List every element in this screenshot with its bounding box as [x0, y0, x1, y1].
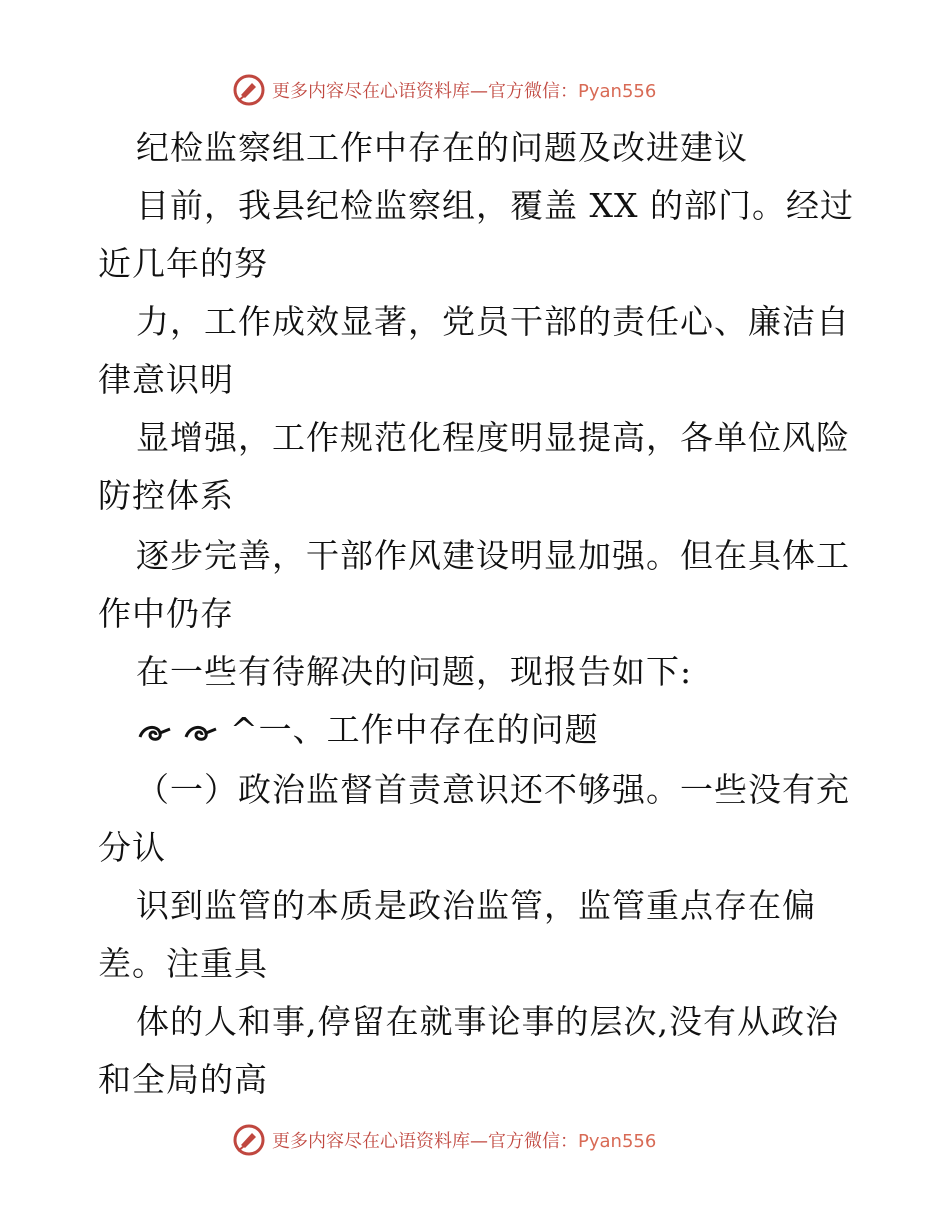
brand-logo-icon	[232, 1123, 266, 1157]
banner-text: 更多内容尽在心语资料库—官方微信：Pyan556	[272, 81, 657, 102]
banner-handle: Pyan556	[578, 1131, 657, 1152]
section-heading	[136, 710, 599, 750]
header-banner	[232, 72, 712, 108]
text-line: 力，工作成效显著，党员干部的责任心、廉洁自	[136, 302, 850, 341]
text-line: （一）政治监督首责意识还不够强。一些没有充	[136, 770, 850, 809]
section-heading-text: ^一、工作中存在的问题	[230, 710, 599, 749]
text-line: 逐步完善，干部作风建设明显加强。但在具体工	[136, 536, 850, 575]
text-line: 体的人和事,停留在就事论事的层次,没有从政治	[136, 1002, 839, 1041]
footer-banner	[232, 1122, 712, 1158]
text-line: 律意识明	[98, 360, 234, 399]
brand-logo-icon	[232, 73, 266, 107]
text-line: 识到监管的本质是政治监管，监管重点存在偏	[136, 886, 816, 925]
text-line: 目前，我县纪检监察组，覆盖 XX 的部门。经过	[136, 186, 854, 225]
text-line: 分认	[98, 828, 166, 867]
text-line: 近几年的努	[98, 244, 268, 283]
ornament-icon	[136, 717, 222, 747]
text-line: 作中仍存	[98, 594, 234, 633]
banner-handle: Pyan556	[578, 81, 657, 102]
text-line: 在一些有待解决的问题，现报告如下:	[136, 652, 693, 691]
text-line: 差。注重具	[98, 944, 268, 983]
text-line: 和全局的高	[98, 1060, 268, 1099]
banner-text: 更多内容尽在心语资料库—官方微信：Pyan556	[272, 1131, 657, 1152]
text-line: 显增强，工作规范化程度明显提高，各单位风险	[136, 418, 850, 457]
text-line: 防控体系	[98, 476, 234, 515]
document-title: 纪检监察组工作中存在的问题及改进建议	[136, 128, 748, 167]
